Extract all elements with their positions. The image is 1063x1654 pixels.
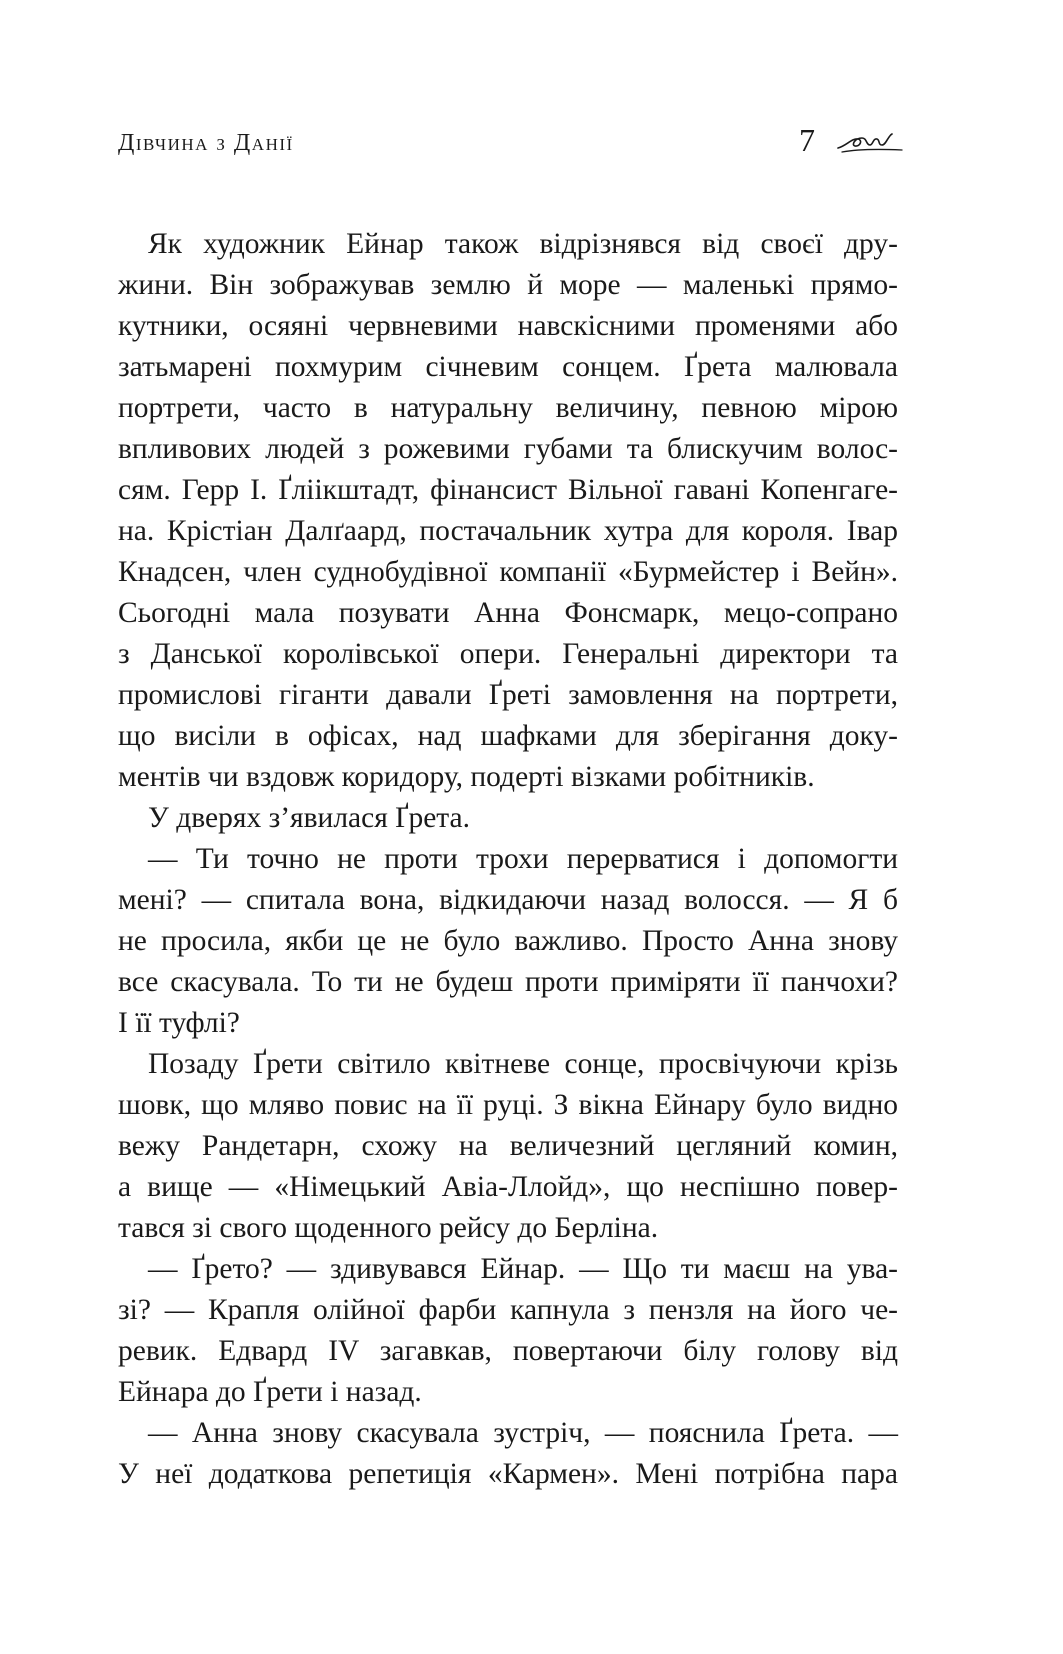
text-line: а вище — «Німецький Авіа-Ллойд», що неспішно повер- (118, 1171, 898, 1203)
text-line: зі? — Крапля олійної фарби капнула з пензля на його че- (118, 1294, 898, 1326)
text-line: тався зі свого щоденного рейсу до Берліна. (118, 1212, 659, 1244)
text-line: — Ти точно не проти трохи перерватися і допомогти (148, 843, 898, 875)
text-line: Як художник Ейнар також відрізнявся від своєї дру- (148, 228, 898, 260)
text-line: У неї додаткова репетиція «Кармен». Мені потрібна пара (118, 1458, 898, 1490)
text-line: Сьогодні мала позувати Анна Фонсмарк, мецо-сопрано (118, 597, 898, 629)
running-header (118, 122, 898, 168)
text-line: впливових людей з рожевими губами та блискучим волос- (118, 433, 898, 465)
body-text (118, 224, 898, 1495)
text-line: затьмарені похмурим січневим сонцем. Ґрета малювала (118, 351, 898, 383)
page-number: 7 (799, 122, 815, 158)
text-line: на. Крістіан Далґаард, постачальник хутра для короля. Івар (118, 515, 898, 547)
text-line: сям. Герр І. Ґліікштадт, фінансист Вільної гавані Копенгаге- (118, 474, 898, 506)
text-line: з Данської королівської опери. Генеральні директори та (118, 638, 898, 670)
flourish-ornament-icon (836, 130, 904, 156)
text-line: не просила, якби це не було важливо. Просто Анна знову (118, 925, 898, 957)
text-line: Кнадсен, член суднобудівної компанії «Бурмейстер і Вейн». (118, 556, 898, 588)
text-line: ревик. Едвард IV загавкав, повертаючи білу голову від (118, 1335, 898, 1367)
text-line: промислові гіганти давали Ґреті замовлення на портрети, (118, 679, 898, 711)
text-line: що висіли в офісах, над шафками для зберігання доку- (118, 720, 898, 752)
text-line: портрети, часто в натуральну величину, певною мірою (118, 392, 898, 424)
book-title: Дівчина з Данії (118, 130, 294, 156)
text-line: вежу Рандетарн, схожу на величезний цегляний комин, (118, 1130, 898, 1162)
text-line: Позаду Ґрети світило квітневе сонце, просвічуючи крізь (148, 1048, 898, 1080)
text-line: — Ґрето? — здивувався Ейнар. — Що ти маєш на ува- (148, 1253, 898, 1285)
text-line: кутники, осяяні червневими навскісними променями або (118, 310, 898, 342)
text-line: шовк, що мляво повис на її руці. З вікна Ейнару було видно (118, 1089, 898, 1121)
text-line: ментів чи вздовж коридору, подерті візками робітників. (118, 761, 815, 793)
text-line: все скасувала. То ти не будеш проти приміряти її панчохи? (118, 966, 898, 998)
text-line: І її туфлі? (118, 1007, 240, 1039)
text-line: Ейнара до Ґрети і назад. (118, 1376, 422, 1408)
text-line: мені? — спитала вона, відкидаючи назад волосся. — Я б (118, 884, 898, 916)
text-line: — Анна знову скасувала зустріч, — пояснила Ґрета. — (148, 1417, 898, 1449)
text-line: жини. Він зображував землю й море — маленькі прямо- (118, 269, 898, 301)
text-line: У дверях з’явилася Ґрета. (148, 802, 471, 834)
